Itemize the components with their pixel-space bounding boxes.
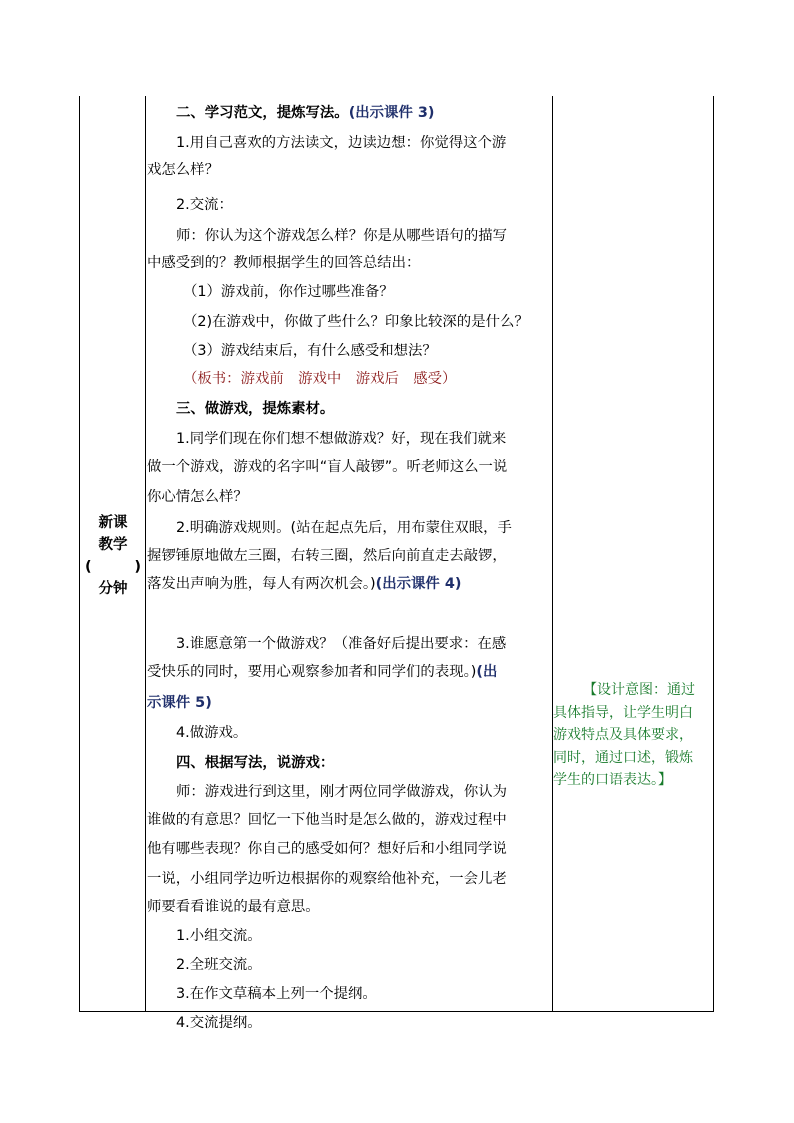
list-item: （2)在游戏中，你做了些什么？印象比较深的是什么？ <box>183 314 529 330</box>
paragraph: 4.做游戏。 <box>176 725 248 741</box>
section-label-minutes-blank: ( ) <box>85 559 141 575</box>
paragraph: 谁做的有意思？回忆一下他当时是怎么做的，游戏过程中 <box>147 812 507 828</box>
paragraph: 3.谁愿意第一个做游戏？（准备好后提出要求：在感 <box>176 636 507 652</box>
paragraph: 他有哪些表现？你自己的感受如何？想好后和小组同学说 <box>147 841 507 857</box>
paragraph: 1.同学们现在你们想不想做游戏？好，现在我们就来 <box>176 431 507 447</box>
list-item: 1.小组交流。 <box>176 928 262 944</box>
heading-3: 三、做游戏，提炼素材。 <box>176 401 335 417</box>
table-border-right <box>713 96 714 1012</box>
board-note: （板书：游戏前 游戏中 游戏后 感受） <box>183 371 457 387</box>
paragraph: 2.交流： <box>176 197 233 213</box>
paragraph: 中感受到的？教师根据学生的回答总结出： <box>147 255 421 271</box>
paragraph: 师要看看谁说的最有意思。 <box>147 899 320 915</box>
paragraph: 师：你认为这个游戏怎么样？你是从哪些语句的描写 <box>176 228 507 244</box>
paragraph: 一说，小组同学边听边根据你的观察给他补充，一会儿老 <box>147 871 507 887</box>
paragraph: 落发出声响为胜，每人有两次机会。)(出示课件 4) <box>147 576 462 592</box>
section-label-line1: 新课 <box>98 515 128 531</box>
paragraph: 握锣锤原地做左三圈，右转三圈，然后向前直走去敲锣， <box>147 548 507 564</box>
list-item: （3）游戏结束后，有什么感受和想法？ <box>183 343 437 359</box>
list-item: 2.全班交流。 <box>176 957 262 973</box>
paragraph: 戏怎么样？ <box>147 162 219 178</box>
table-divider-1 <box>145 96 146 1012</box>
paragraph: 受快乐的同时，要用心观察参加者和同学们的表现。)(出 <box>147 664 498 680</box>
paragraph: 你心情怎么样？ <box>147 489 248 505</box>
paragraph: 师：游戏进行到这里，刚才两位同学做游戏，你认为 <box>176 784 507 800</box>
table-border-left <box>79 96 80 1012</box>
section-label-line4: 分钟 <box>98 581 128 597</box>
paragraph: 示课件 5) <box>147 695 212 711</box>
list-item: 4.交流提纲。 <box>176 1015 262 1031</box>
heading-2: 二、学习范文，提炼写法。(出示课件 3) <box>176 105 435 121</box>
paragraph: 1.用自己喜欢的方法读文，边读边想：你觉得这个游 <box>176 135 507 151</box>
paragraph: 2.明确游戏规则。(站在起点先后，用布蒙住双眼，手 <box>176 520 512 536</box>
section-label <box>81 512 145 600</box>
section-label-line2: 教学 <box>98 537 128 553</box>
paragraph: 做一个游戏，游戏的名字叫“盲人敲锣”。听老师这么一说 <box>147 459 508 475</box>
list-item: 3.在作文草稿本上列一个提纲。 <box>176 986 377 1002</box>
design-intent-note: 【设计意图：通过 具体指导，让学生明白 游戏特点及具体要求， 同时，通过口述，锻炼 学生的口语表达。】 <box>553 682 695 788</box>
heading-4: 四、根据写法，说游戏： <box>176 755 335 771</box>
list-item: （1）游戏前，你作过哪些准备？ <box>183 284 394 300</box>
